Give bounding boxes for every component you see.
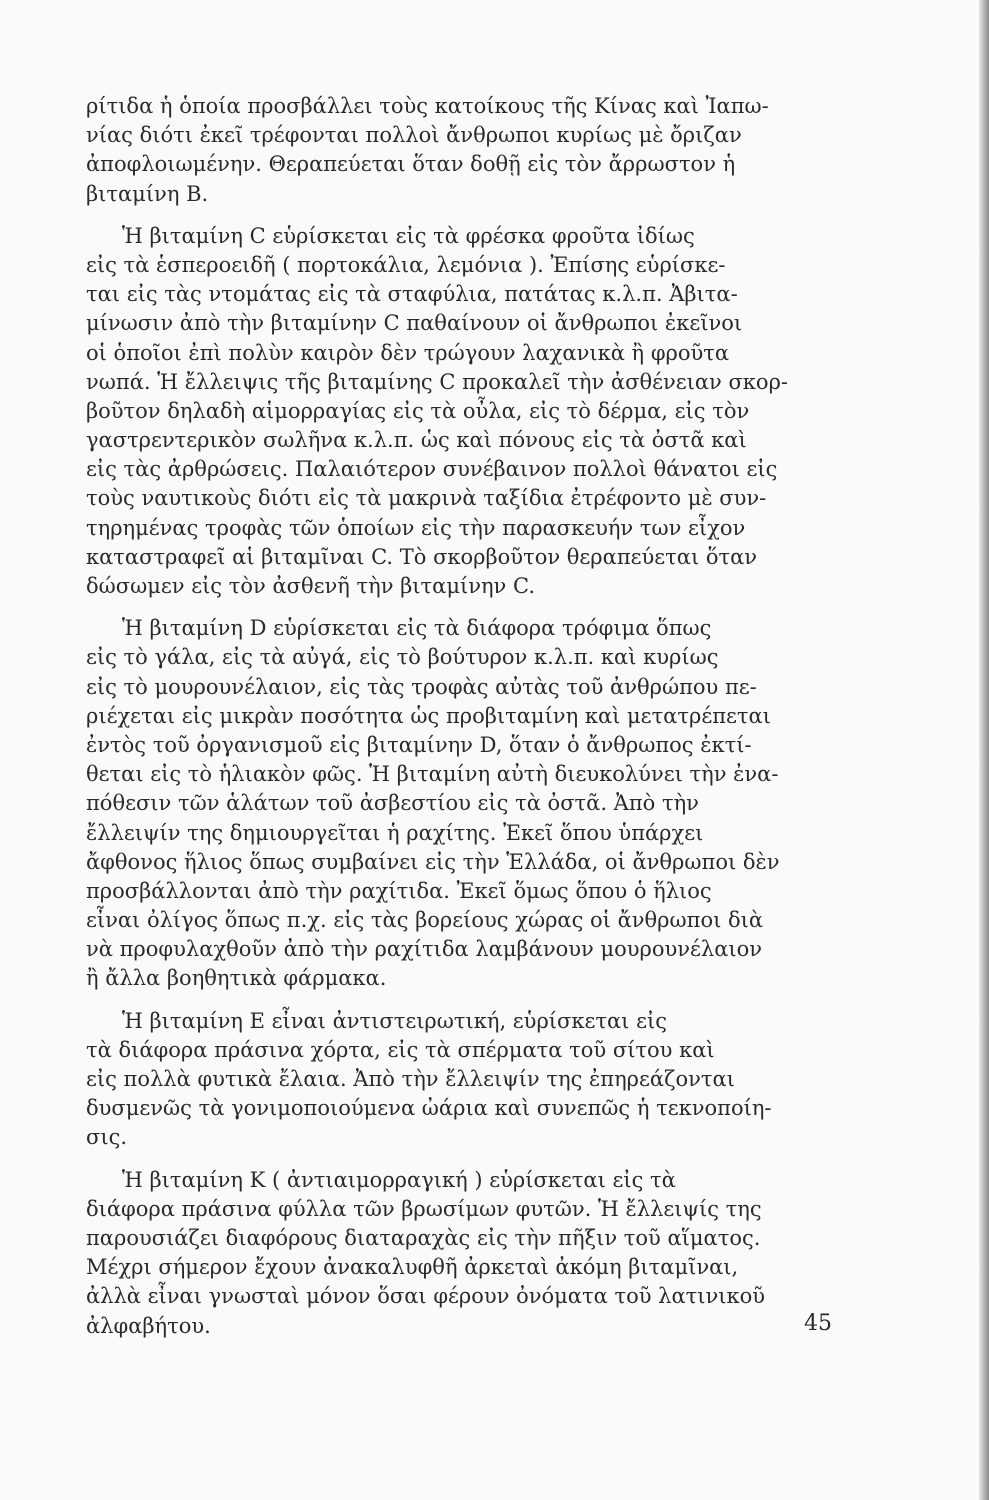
text-line: νίας διότι ἐκεῖ τρέφονται πολλοὶ ἄνθρωποι κυρίως μὲ ὄριζαν	[86, 123, 742, 148]
text-line: Ἡ βιταμίνη D εὑρίσκεται εἰς τὰ διάφορα τρόφιμα ὅπως	[122, 616, 712, 641]
text-line: ἢ ἄλλα βοηθητικὰ φάρμακα.	[86, 966, 387, 991]
text-line: δυσμενῶς τὰ γονιμοποιούμενα ὠάρια καὶ συνεπῶς ἡ τεκνοποίη-	[86, 1096, 772, 1121]
text-line: γαστρεντερικὸν σωλῆνα κ.λ.π. ὡς καὶ πόνους εἰς τὰ ὀστᾶ καὶ	[86, 428, 747, 453]
text-line: εἰς τὸ μουρουνέλαιον, εἰς τὰς τροφὰς αὐτὰς τοῦ ἀνθρώπου πε-	[86, 674, 757, 699]
page-number: 45	[804, 1311, 832, 1336]
text-line: εἰς τὰς ἀρθρώσεις. Παλαιότερον συνέβαινον πολλοὶ θάνατοι εἰς	[86, 457, 778, 482]
text-line: ἀλφαβήτου.	[86, 1313, 211, 1338]
text-line: Ἡ βιταμίνη Ε εἶναι ἀντιστειρωτική, εὑρίσκεται εἰς	[122, 1008, 667, 1033]
body-text	[86, 92, 824, 1354]
paragraph-vitamin-b-end	[86, 92, 824, 209]
text-line: ρίτιδα ἡ ὁποία προσβάλλει τοὺς κατοίκους τῆς Κίνας καὶ Ἰαπω-	[86, 94, 769, 118]
text-line: εἰς τὸ γάλα, εἰς τὰ αὐγά, εἰς τὸ βούτυρον κ.λ.π. καὶ κυρίως	[86, 645, 719, 670]
paragraph-vitamin-k	[86, 1166, 824, 1341]
text-line: ἀλλὰ εἶναι γνωσταὶ μόνον ὅσαι φέρουν ὀνόματα τοῦ λατινικοῦ	[86, 1284, 766, 1309]
text-line: μίνωσιν ἀπὸ τὴν βιταμίνην C παθαίνουν οἱ ἄνθρωποι ἐκεῖνοι	[86, 311, 743, 336]
text-line: τηρημένας τροφὰς τῶν ὁποίων εἰς τὴν παρασκευήν των εἶχον	[86, 515, 746, 540]
text-line: παρουσιάζει διαφόρους διαταραχὰς εἰς τὴν πῆξιν τοῦ αἵματος.	[86, 1225, 761, 1250]
text-line: ἄφθονος ἥλιος ὅπως συμβαίνει εἰς τὴν Ἑλλάδα, οἱ ἄνθρωποι δὲν	[86, 849, 780, 874]
paragraph-vitamin-d	[86, 614, 824, 993]
text-line: νὰ προφυλαχθοῦν ἀπὸ τὴν ραχίτιδα λαμβάνουν μουρουνέλαιον	[86, 937, 763, 962]
text-line: τὰ διάφορα πράσινα χόρτα, εἰς τὰ σπέρματα τοῦ σίτου καὶ	[86, 1037, 715, 1062]
text-line: βιταμίνη Β.	[86, 181, 209, 206]
text-line: ἔλλειψίν της δημιουργεῖται ἡ ραχίτης. Ἐκεῖ ὅπου ὑπάρχει	[86, 820, 704, 845]
text-line: διάφορα πράσινα φύλλα τῶν βρωσίμων φυτῶν. Ἡ ἔλλειψίς της	[86, 1196, 762, 1221]
paragraph-vitamin-c	[86, 222, 824, 601]
text-line: εἶναι ὀλίγος ὅπως π.χ. εἰς τὰς βορείους χώρας οἱ ἄνθρωποι διὰ	[86, 908, 764, 933]
text-line: Ἡ βιταμίνη Κ ( ἀντιαιμορραγική ) εὑρίσκεται εἰς τὰ	[122, 1167, 676, 1192]
text-line: εἰς τὰ ἑσπεροειδῆ ( πορτοκάλια, λεμόνια ). Ἐπίσης εὑρίσκε-	[86, 252, 726, 277]
text-line: ριέχεται εἰς μικρὰν ποσότητα ὡς προβιταμίνη καὶ μετατρέπεται	[86, 703, 771, 728]
text-line: νωπά. Ἡ ἔλλειψις τῆς βιταμίνης C προκαλεῖ τὴν ἀσθένειαν σκορ-	[86, 369, 789, 394]
paragraph-vitamin-e	[86, 1007, 824, 1153]
text-line: Μέχρι σήμερον ἔχουν ἀνακαλυφθῆ ἀρκεταὶ ἀκόμη βιταμῖναι,	[86, 1255, 739, 1280]
text-line: δώσωμεν εἰς τὸν ἀσθενῆ τὴν βιταμίνην C.	[86, 574, 535, 598]
page-edge-shadow	[979, 0, 989, 1500]
text-line: ἀποφλοιωμένην. Θεραπεύεται ὅταν δοθῇ εἰς τὸν ἄρρωστον ἡ	[86, 152, 736, 177]
text-line: προσβάλλονται ἀπὸ τὴν ραχίτιδα. Ἐκεῖ ὅμως ὅπου ὁ ἥλιος	[86, 878, 712, 903]
text-line: σις.	[86, 1125, 128, 1150]
text-line: τοὺς ναυτικοὺς διότι εἰς τὰ μακρινὰ ταξίδια ἐτρέφοντο μὲ συν-	[86, 486, 767, 511]
text-line: ται εἰς τὰς ντομάτας εἰς τὰ σταφύλια, πατάτας κ.λ.π. Ἀβιτα-	[86, 282, 738, 307]
text-line: θεται εἰς τὸ ἡλιακὸν φῶς. Ἡ βιταμίνη αὐτὴ διευκολύνει τὴν ἐνα-	[86, 762, 779, 787]
text-line: Ἡ βιταμίνη C εὑρίσκεται εἰς τὰ φρέσκα φροῦτα ἰδίως	[122, 223, 695, 248]
text-line: ἐντὸς τοῦ ὀργανισμοῦ εἰς βιταμίνην D, ὅταν ὁ ἄνθρωπος ἐκτί-	[86, 732, 752, 757]
text-line: πόθεσιν τῶν ἁλάτων τοῦ ἀσβεστίου εἰς τὰ ὀστᾶ. Ἀπὸ τὴν	[86, 791, 699, 816]
text-line: καταστραφεῖ αἱ βιταμῖναι C. Τὸ σκορβοῦτον θεραπεύεται ὅταν	[86, 544, 758, 569]
text-line: εἰς πολλὰ φυτικὰ ἔλαια. Ἀπὸ τὴν ἔλλειψίν της ἐπηρεάζονται	[86, 1067, 735, 1091]
text-line: οἱ ὁποῖοι ἐπὶ πολὺν καιρὸν δὲν τρώγουν λαχανικὰ ἢ φροῦτα	[86, 340, 730, 365]
text-line: βοῦτον δηλαδὴ αἱμορραγίας εἰς τὰ οὖλα, εἰς τὸ δέρμα, εἰς τὸν	[86, 398, 750, 423]
